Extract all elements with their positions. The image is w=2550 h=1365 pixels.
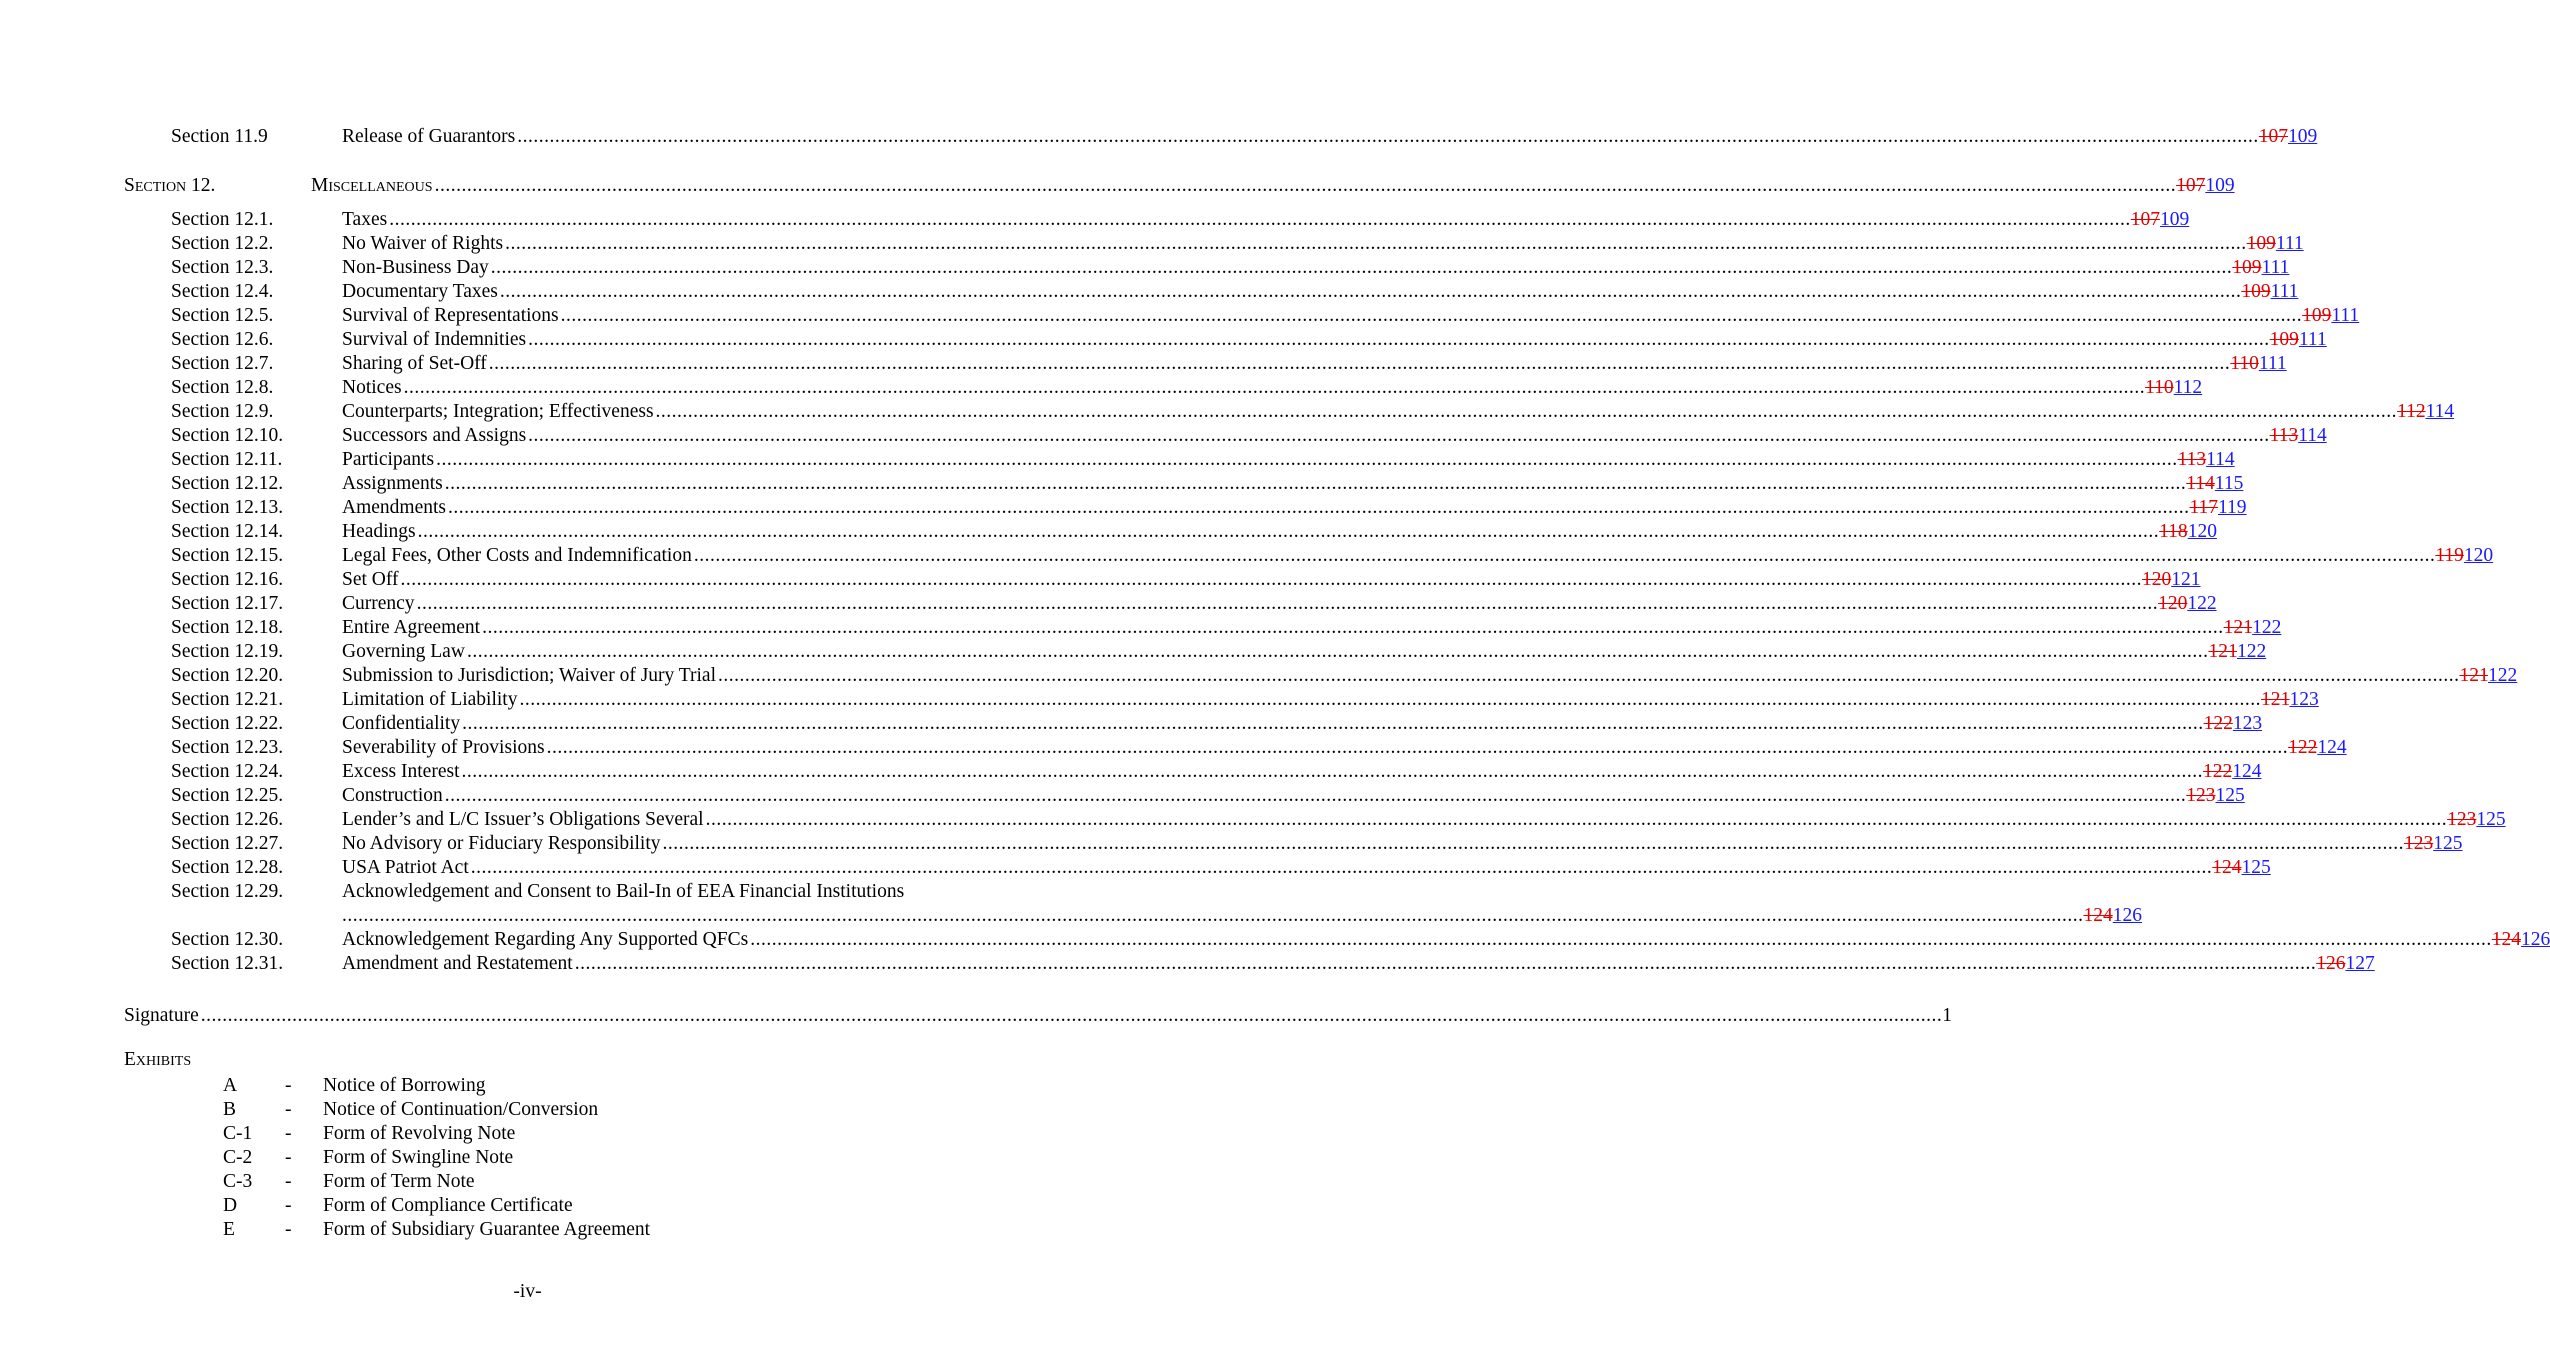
- toc-section-title: Lender’s and L/C Issuer’s Obligations Several: [342, 809, 704, 830]
- toc-section-title: Notices: [342, 377, 402, 398]
- toc-new-page-link[interactable]: 109: [2288, 126, 2318, 147]
- exhibit-letter: C-3: [223, 1171, 253, 1192]
- toc-new-page-link[interactable]: 120: [2187, 521, 2217, 542]
- toc-section-number: Section 12.4.: [171, 281, 274, 302]
- toc-dot-leader: ....................................................................................................................................................................................................................................................................................................................................: [462, 713, 2204, 734]
- toc-section-number: Section 12.12.: [171, 473, 284, 494]
- toc-new-page-link[interactable]: 126: [2520, 929, 2550, 950]
- exhibits-heading: Exhibits: [124, 1049, 192, 1070]
- exhibit-item: [0, 1194, 1055, 1218]
- toc-section-title: Limitation of Liability: [342, 689, 518, 710]
- toc-old-page-number: 117: [2189, 497, 2219, 518]
- toc-dot-leader: ....................................................................................................................................................................................................................................................................................................................................: [528, 329, 2270, 350]
- toc-new-page-link[interactable]: 112: [2173, 377, 2203, 398]
- toc-old-page-number: 109: [2302, 305, 2332, 326]
- toc-entry: [0, 424, 2327, 448]
- toc-old-page-number: 120: [2142, 569, 2172, 590]
- toc-dot-leader: ....................................................................................................................................................................................................................................................................................................................................: [490, 257, 2233, 278]
- toc-new-page-link[interactable]: 114: [2206, 449, 2235, 470]
- toc-entry: [0, 208, 2190, 232]
- toc-new-page-link[interactable]: 122: [2236, 641, 2267, 662]
- toc-section-title: Set Off: [342, 569, 399, 590]
- toc-section-number: Section 12.2.: [171, 233, 274, 254]
- toc-old-page-number: 126: [2316, 953, 2346, 974]
- toc-old-page-number: 124: [2491, 929, 2521, 950]
- toc-dot-leader: ....................................................................................................................................................................................................................................................................................................................................: [499, 281, 2242, 302]
- toc-section-title: Participants: [342, 449, 435, 470]
- toc-dot-leader: ....................................................................................................................................................................................................................................................................................................................................: [519, 689, 2261, 710]
- toc-entry: [0, 952, 2375, 976]
- toc-dot-leader: ....................................................................................................................................................................................................................................................................................................................................: [461, 761, 2203, 782]
- toc-old-page-number: 124: [2212, 857, 2242, 878]
- toc-section-title: Construction: [342, 785, 443, 806]
- toc-section-title: Severability of Provisions: [342, 737, 545, 758]
- toc-section-number: Section 12.29.: [171, 881, 284, 902]
- exhibit-title: Form of Revolving Note: [323, 1123, 516, 1144]
- toc-entry: [0, 352, 2287, 376]
- toc-dot-leader: ....................................................................................................................................................................................................................................................................................................................................: [444, 785, 2187, 806]
- toc-section-title: Governing Law: [342, 641, 465, 662]
- toc-section-number: Section 12.5.: [171, 305, 274, 326]
- toc-old-page-number: 107: [2258, 126, 2289, 147]
- toc-entry: [0, 832, 2463, 856]
- toc-dot-leader: ....................................................................................................................................................................................................................................................................................................................................: [466, 641, 2209, 662]
- exhibit-item: [0, 1098, 1055, 1122]
- toc-dot-leader: ....................................................................................................................................................................................................................................................................................................................................: [342, 905, 2084, 926]
- toc-section-number: Section 12.30.: [171, 929, 284, 950]
- exhibit-letter: D: [223, 1195, 238, 1216]
- toc-dot-leader: ....................................................................................................................................................................................................................................................................................................................................: [505, 233, 2247, 254]
- toc-new-page-link[interactable]: 122: [2488, 665, 2518, 686]
- toc-entry: [0, 544, 2494, 568]
- exhibit-dash: -: [285, 1147, 292, 1168]
- toc-old-page-number: 124: [2083, 905, 2113, 926]
- toc-entry: [0, 304, 2360, 328]
- toc-entry: [0, 520, 2217, 544]
- toc-section-title: Non-Business Day: [342, 257, 489, 278]
- toc-section-title: Currency: [342, 593, 415, 614]
- toc-new-page-link[interactable]: 122: [2252, 617, 2282, 638]
- toc-entry: [0, 856, 2271, 880]
- toc-section-number: Section 12.19.: [171, 641, 284, 662]
- exhibit-letter: A: [223, 1075, 238, 1096]
- toc-entry: [0, 880, 1055, 904]
- toc-new-page-link[interactable]: 123: [2232, 713, 2263, 734]
- toc-dot-leader: ....................................................................................................................................................................................................................................................................................................................................: [200, 1005, 1943, 1026]
- exhibit-item: [0, 1122, 1055, 1146]
- toc-old-page-number: 122: [2288, 737, 2318, 758]
- toc-section-title: Documentary Taxes: [342, 281, 498, 302]
- toc-section-title: No Waiver of Rights: [342, 233, 504, 254]
- toc-section-title: Assignments: [342, 473, 443, 494]
- toc-section-title: Legal Fees, Other Costs and Indemnification: [342, 545, 692, 566]
- toc-new-page-link[interactable]: 111: [2298, 329, 2327, 350]
- exhibit-dash: -: [285, 1219, 292, 1240]
- toc-signature-entry: [0, 1004, 1952, 1028]
- toc-section-title: Amendments: [342, 497, 446, 518]
- toc-section-title: Acknowledgement Regarding Any Supported QFCs: [342, 929, 749, 950]
- toc-section-number: Section 12.27.: [171, 833, 284, 854]
- toc-section-number: Section 12.24.: [171, 761, 284, 782]
- toc-new-page-link[interactable]: 124: [2232, 761, 2262, 782]
- exhibit-letter: C-1: [223, 1123, 253, 1144]
- toc-old-page-number: 113: [2177, 449, 2207, 470]
- toc-entry: [0, 232, 2304, 256]
- toc-section-number: Section 12.3.: [171, 257, 274, 278]
- toc-section-title: Headings: [342, 521, 416, 542]
- toc-entry: [0, 400, 2455, 424]
- toc-new-page-link[interactable]: 125: [2215, 785, 2245, 806]
- toc-section-title: Entire Agreement: [342, 617, 481, 638]
- toc-dot-leader: ....................................................................................................................................................................................................................................................................................................................................: [655, 401, 2398, 422]
- toc-new-page-link[interactable]: 123: [2289, 689, 2319, 710]
- toc-main-section-title: Miscellaneous: [311, 175, 433, 196]
- toc-signature-page: 1: [1942, 1005, 1952, 1026]
- toc-section-number: Section 12.9.: [171, 401, 274, 422]
- toc-dot-leader: ....................................................................................................................................................................................................................................................................................................................................: [718, 665, 2460, 686]
- toc-entry: [0, 616, 2282, 640]
- toc-section-number: Section 12.18.: [171, 617, 284, 638]
- exhibit-letter: B: [223, 1099, 237, 1120]
- toc-old-page-number: 123: [2404, 833, 2434, 854]
- toc-new-page-link[interactable]: 111: [2270, 281, 2299, 302]
- toc-section-number: Section 12.11.: [171, 449, 283, 470]
- toc-section-title: Sharing of Set-Off: [342, 353, 487, 374]
- toc-new-page-link[interactable]: 109: [2205, 175, 2235, 196]
- toc-section-number: Section 12.15.: [171, 545, 284, 566]
- toc-old-page-number: 107: [2176, 175, 2206, 196]
- exhibit-dash: -: [285, 1099, 292, 1120]
- toc-entry: [0, 664, 2518, 688]
- toc-entry: [0, 784, 2245, 808]
- toc-old-page-number: 109: [2246, 233, 2276, 254]
- toc-section-number: Section 12.6.: [171, 329, 274, 350]
- toc-new-page-link[interactable]: 127: [2345, 953, 2375, 974]
- toc-entry: [0, 568, 2201, 592]
- toc-dot-leader: ....................................................................................................................................................................................................................................................................................................................................: [436, 449, 2178, 470]
- exhibit-title: Form of Term Note: [323, 1171, 475, 1192]
- toc-entry: [0, 496, 2247, 520]
- toc-old-page-number: 121: [2208, 641, 2237, 662]
- toc-entry-continuation: [0, 904, 2142, 928]
- toc-new-page-link[interactable]: 126: [2112, 905, 2142, 926]
- toc-dot-leader: ....................................................................................................................................................................................................................................................................................................................................: [403, 377, 2146, 398]
- toc-new-page-link[interactable]: 122: [2187, 593, 2217, 614]
- toc-section-title: Confidentiality: [342, 713, 461, 734]
- toc-section-number: Section 12.13.: [171, 497, 284, 518]
- exhibit-dash: -: [285, 1171, 292, 1192]
- toc-entry: [0, 256, 2290, 280]
- toc-section-number: Section 12.7.: [171, 353, 274, 374]
- toc-old-page-number: 123: [2186, 785, 2216, 806]
- toc-dot-leader: ....................................................................................................................................................................................................................................................................................................................................: [434, 175, 2177, 196]
- toc-dot-leader: ....................................................................................................................................................................................................................................................................................................................................: [417, 521, 2160, 542]
- toc-main-section-12: [0, 174, 2235, 198]
- toc-section-number: Section 12.10.: [171, 425, 284, 446]
- toc-section-title: Excess Interest: [342, 761, 460, 782]
- toc-old-page-number: 110: [2145, 377, 2174, 398]
- exhibit-title: Form of Subsidiary Guarantee Agreement: [323, 1219, 651, 1240]
- exhibit-item: [0, 1218, 1055, 1242]
- toc-entry: [0, 928, 2550, 952]
- toc-section-number: Section 12.14.: [171, 521, 284, 542]
- toc-old-page-number: 109: [2232, 257, 2262, 278]
- exhibit-dash: -: [285, 1195, 292, 1216]
- toc-old-page-number: 114: [2186, 473, 2215, 494]
- exhibit-item: [0, 1170, 1055, 1194]
- exhibit-dash: -: [285, 1075, 292, 1096]
- toc-new-page-link[interactable]: 111: [2258, 353, 2287, 374]
- toc-section-number: Section 12.25.: [171, 785, 284, 806]
- toc-entry-11-9: [0, 125, 2318, 149]
- toc-section-title: Release of Guarantors: [342, 126, 516, 147]
- toc-section-title: No Advisory or Fiduciary Responsibility: [342, 833, 661, 854]
- toc-section-number: Section 12.22.: [171, 713, 284, 734]
- toc-new-page-link[interactable]: 114: [2425, 401, 2455, 422]
- toc-dot-leader: ....................................................................................................................................................................................................................................................................................................................................: [517, 126, 2259, 147]
- toc-new-page-link[interactable]: 115: [2214, 473, 2244, 494]
- toc-old-page-number: 118: [2159, 521, 2188, 542]
- toc-new-page-link[interactable]: 124: [2317, 737, 2347, 758]
- toc-dot-leader: ....................................................................................................................................................................................................................................................................................................................................: [400, 569, 2143, 590]
- toc-new-page-link[interactable]: 125: [2433, 833, 2463, 854]
- toc-dot-leader: ....................................................................................................................................................................................................................................................................................................................................: [560, 305, 2303, 326]
- toc-old-page-number: 120: [2158, 593, 2188, 614]
- toc-signature-title: Signature: [124, 1005, 199, 1026]
- toc-new-page-link[interactable]: 125: [2476, 809, 2506, 830]
- toc-entry: [0, 736, 2347, 760]
- toc-entry: [0, 688, 2319, 712]
- toc-section-title: Survival of Representations: [342, 305, 559, 326]
- toc-dot-leader: ....................................................................................................................................................................................................................................................................................................................................: [546, 737, 2289, 758]
- exhibit-letter: E: [223, 1219, 235, 1240]
- exhibit-title: Notice of Continuation/Conversion: [323, 1099, 599, 1120]
- toc-dot-leader: ....................................................................................................................................................................................................................................................................................................................................: [750, 929, 2492, 950]
- toc-entry: [0, 448, 2235, 472]
- toc-entry: [0, 712, 2263, 736]
- exhibit-title: Form of Swingline Note: [323, 1147, 514, 1168]
- toc-entry: [0, 376, 2203, 400]
- toc-entry: [0, 808, 2506, 832]
- toc-new-page-link[interactable]: 111: [2331, 305, 2360, 326]
- toc-old-page-number: 123: [2447, 809, 2477, 830]
- toc-dot-leader: ....................................................................................................................................................................................................................................................................................................................................: [470, 857, 2213, 878]
- exhibit-title: Notice of Borrowing: [323, 1075, 486, 1096]
- toc-dot-leader: ....................................................................................................................................................................................................................................................................................................................................: [444, 473, 2187, 494]
- toc-dot-leader: ....................................................................................................................................................................................................................................................................................................................................: [705, 809, 2448, 830]
- toc-entry: [0, 472, 2244, 496]
- toc-entry: [0, 592, 2217, 616]
- toc-old-page-number: 122: [2203, 713, 2233, 734]
- toc-old-page-number: 107: [2130, 209, 2160, 230]
- toc-dot-leader: ....................................................................................................................................................................................................................................................................................................................................: [482, 617, 2224, 638]
- toc-section-title: USA Patriot Act: [342, 857, 469, 878]
- exhibit-dash: -: [285, 1123, 292, 1144]
- toc-dot-leader: ....................................................................................................................................................................................................................................................................................................................................: [574, 953, 2317, 974]
- toc-section-number: Section 12.31.: [171, 953, 284, 974]
- toc-section-number: Section 12.20.: [171, 665, 284, 686]
- toc-section-number: Section 11.9: [171, 126, 268, 147]
- exhibit-title: Form of Compliance Certificate: [323, 1195, 573, 1216]
- toc-dot-leader: ....................................................................................................................................................................................................................................................................................................................................: [416, 593, 2159, 614]
- toc-new-page-link[interactable]: 111: [2261, 257, 2290, 278]
- toc-entry: [0, 280, 2299, 304]
- toc-new-page-link[interactable]: 120: [2463, 545, 2494, 566]
- exhibit-item: [0, 1146, 1055, 1170]
- toc-old-page-number: 122: [2203, 761, 2233, 782]
- toc-new-page-link[interactable]: 111: [2275, 233, 2304, 254]
- toc-section-title: Taxes: [342, 209, 388, 230]
- toc-section-title: Amendment and Restatement: [342, 953, 573, 974]
- toc-old-page-number: 119: [2435, 545, 2464, 566]
- toc-section-title: Acknowledgement and Consent to Bail-In of EEA Financial Institutions: [342, 881, 905, 902]
- toc-new-page-link[interactable]: 125: [2241, 857, 2271, 878]
- toc-old-page-number: 112: [2397, 401, 2426, 422]
- toc-dot-leader: ....................................................................................................................................................................................................................................................................................................................................: [488, 353, 2231, 374]
- toc-section-title: Counterparts; Integration; Effectiveness: [342, 401, 654, 422]
- toc-new-page-link[interactable]: 109: [2159, 209, 2190, 230]
- toc-old-page-number: 113: [2269, 425, 2299, 446]
- toc-section-number: Section 12.28.: [171, 857, 284, 878]
- toc-section-number: Section 12.21.: [171, 689, 284, 710]
- toc-new-page-link[interactable]: 121: [2171, 569, 2201, 590]
- toc-new-page-link[interactable]: 119: [2218, 497, 2247, 518]
- toc-entry: [0, 760, 2262, 784]
- toc-old-page-number: 109: [2241, 281, 2271, 302]
- toc-dot-leader: ....................................................................................................................................................................................................................................................................................................................................: [528, 425, 2270, 446]
- toc-old-page-number: 121: [2459, 665, 2489, 686]
- toc-section-number: Section 12.23.: [171, 737, 284, 758]
- toc-entry: [0, 640, 2267, 664]
- exhibit-item: [0, 1074, 1055, 1098]
- toc-section-number: Section 12.17.: [171, 593, 284, 614]
- page-number-footer: -iv-: [513, 1281, 542, 1302]
- toc-section-title: Survival of Indemnities: [342, 329, 527, 350]
- exhibit-letter: C-2: [223, 1147, 253, 1168]
- toc-section-title: Successors and Assigns: [342, 425, 527, 446]
- toc-section-number: Section 12.26.: [171, 809, 284, 830]
- toc-section-number: Section 12.8.: [171, 377, 274, 398]
- toc-dot-leader: ....................................................................................................................................................................................................................................................................................................................................: [693, 545, 2436, 566]
- toc-dot-leader: ....................................................................................................................................................................................................................................................................................................................................: [447, 497, 2190, 518]
- toc-old-page-number: 121: [2223, 617, 2253, 638]
- toc-entry: [0, 328, 2327, 352]
- toc-dot-leader: ....................................................................................................................................................................................................................................................................................................................................: [662, 833, 2404, 854]
- toc-old-page-number: 121: [2260, 689, 2290, 710]
- toc-old-page-number: 109: [2269, 329, 2299, 350]
- toc-main-section-number: Section 12.: [124, 175, 216, 196]
- toc-section-title: Submission to Jurisdiction; Waiver of Jury Trial: [342, 665, 717, 686]
- toc-old-page-number: 110: [2230, 353, 2259, 374]
- toc-section-number: Section 12.16.: [171, 569, 284, 590]
- toc-dot-leader: ....................................................................................................................................................................................................................................................................................................................................: [389, 209, 2131, 230]
- toc-section-number: Section 12.1.: [171, 209, 274, 230]
- toc-new-page-link[interactable]: 114: [2298, 425, 2327, 446]
